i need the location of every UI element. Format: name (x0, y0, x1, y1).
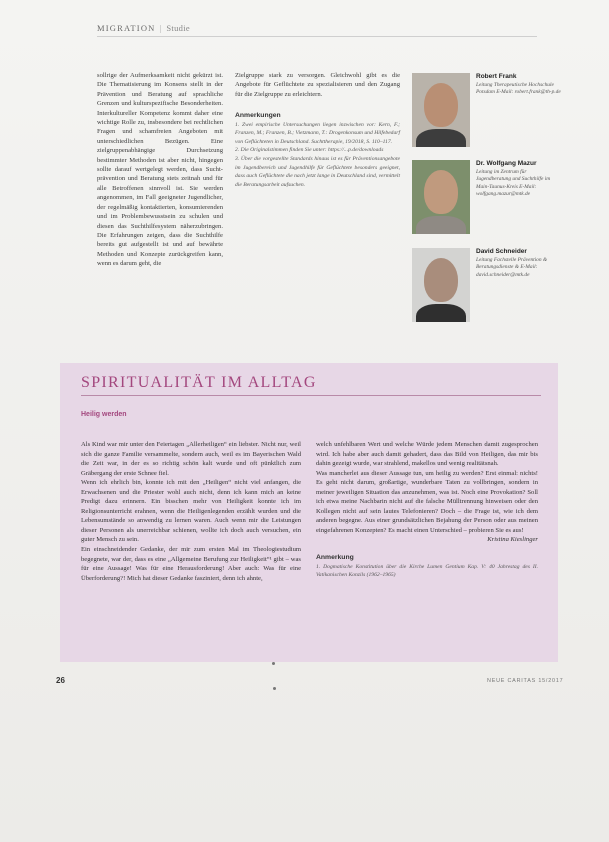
box-paragraph: Was mancherlei aus dieser Aussage tun, um heilig zu werden? Erst einmal: nichts! Es geht nicht darum, großartige, wunderbare Taten zu vollbringen, sondern in meiner jeweiligen Situation das anzunehmen, was ist. Noch eine Provokation? Soll ich etwa meine Nachbarin nicht auf die falsche Mülltrennung hinweisen oder den Kollegen nicht auf sein lautes Telefonieren? Doch – die Frage ist, wie ich dem anderen begegne. Aus einer grundsätzlichen Bejahung der Person oder aus meinen eingefahrenen Konzepten? Es macht einen Unterschied – probieren Sie es aus! (316, 469, 538, 534)
box-column-left (81, 440, 301, 583)
body-paragraph: sollrige der Aufmerksamkeit nicht gekürzt ist. Die Thematisierung im Konsens stellt in der Prävention und Beratung auf sprachliche Grenzen und kulturspezifische Besonderheiten. Interkultureller Kompetenz kommt daher eine wichtige Rolle zu, insbesondere bei rechtlichen Fragen und schamfreien Angeboten mit unterschiedlichen Bezügen. Eine zielgruppenabhängige Durchsetzung bestimmter Methoden ist aber nicht, hingegen sollte darauf wertgelegt werden, dass Suchtprävention und Beratung stets zeitnah und für alle Betroffenen sinnvoll ist. Sie werden angenommen, im Fall geeigneter Jugendlicher, der regelmäßig kontaktierten, konsumierenden und im Problembewusstsein zu schulen und diesen das Suchthilfesystem näherzubringen. Die Erfahrungen zeigen, dass die Suchthilfe bereits gut aufgestellt ist und auf bewährte Methoden und Konzepte zurückgreifen kann, wenn es darum geht, die (97, 72, 223, 268)
signature: Kristina Kieslinger (487, 536, 538, 544)
author-name: Dr. Wolfgang Mazur (476, 160, 537, 167)
box-title: SPIRITUALITÄT IM ALLTAG (81, 374, 317, 391)
registration-dot (272, 662, 275, 665)
body-column-left (97, 71, 223, 269)
box-notes-heading: Anmerkung (316, 554, 354, 562)
page-number: 26 (56, 676, 65, 685)
author-photo (412, 73, 470, 147)
notes-heading: Anmerkungen (235, 112, 281, 120)
author-name: David Schneider (476, 248, 527, 255)
author-role: Leitung im Zentrum für Jugendberatung und Suchthilfe im Main-Taunus-Kreis E-Mail: wolfgang.mazur@mtk.de (476, 169, 551, 198)
author-name: Robert Frank (476, 73, 517, 80)
journal-footer: NEUE CARITAS 15/2017 (487, 678, 564, 684)
body-paragraph: Zielgruppe stark zu versorgen. Gleichwohl gibt es die Angebote für Geflüchtete zu spezialisieren und den Zugang für die Zielgruppe zu erleichtern. (235, 72, 400, 98)
box-subtitle: Heilig werden (81, 411, 127, 418)
box-paragraph: welch unfehlbaren Wert und welche Würde jedem Menschen damit zugesprochen wird. Ich habe aber auch damit gehadert, dass das Bild von Heiligen, das mir bis dahin gezeigt wurde, war strahlend, makellos und wenig realitätsnah. (316, 441, 538, 468)
author-card (412, 160, 562, 238)
page-header (97, 23, 190, 33)
registration-dot (273, 687, 276, 690)
box-title-rule (81, 395, 541, 396)
section-label: MIGRATION (97, 23, 156, 33)
author-photo (412, 248, 470, 322)
header-separator: | (159, 23, 163, 33)
author-role: Leitung Fachstelle Prävention & Beratungsdienste & E-Mail: david.schneider@mtk.de (476, 257, 548, 278)
subsection-label: Studie (166, 23, 190, 33)
author-card (412, 73, 562, 151)
author-role: Leitung Therapeutische Hochschule Potsdam E-Mail: robert.frank@th-p.de (476, 82, 561, 96)
box-column-right (316, 440, 538, 580)
body-column-middle (235, 71, 400, 189)
box-note-item: 1. Dogmatische Konstitution über die Kirche Lumen Gentium Kap. V: 40 Jahrestag des II. Vatikanischen Konzils (1962–1965) (316, 563, 538, 579)
box-paragraph: Als Kind war mir unter den Feiertagen „Allerheiligen“ ein liebster. Nicht nur, weil sich die ganze Familie versammelte, sondern auch, weil es im Bayerischen Wald die Zeit war, in der es so richtig schön kalt wurde und oft pünktlich zum Gräbergang der erste Schnee fiel. (81, 441, 301, 477)
header-rule (97, 36, 537, 37)
author-photo (412, 160, 470, 234)
note-item: 1. Zwei empirische Untersuchungen liegen inzwischen vor: Kern, F.; Franzen, M.; Franzen, B.; Vietzmann, T.: Drogenkonsum und Hilfebedarf von Geflüchteten in Deutschland. Suchttherapie, 19/2018, S. 110–117. (235, 121, 400, 145)
box-paragraph: Wenn ich ehrlich bin, konnte ich mit den „Heiligen“ nicht viel anfangen, die Erwachsenen und die Priester wohl auch nicht, denn ich kann mich an keine Predigt dazu erinnern. Ein bisschen mehr von Heiligkeit konnte ich im Religionsunterricht erahnen, wenn die Heiligenlegenden erzählt wurden und die Lebensumstände so anwendig zu lernen waren. Auch wenn mir die Leistungen dieser Personen als unerreichbar schienen, wollte ich doch auch versuchen, ein guter Mensch zu sein. (81, 479, 301, 544)
box-paragraph: Ein einschneidender Gedanke, der mir zum ersten Mal im Theologiestudium begegnete, war der, dass es eine „Allgemeine Berufung zur Heiligkeit“¹ gibt – was für eine Aussage! Was für eine Herausforderung! Aber auch: Was für eine Überforderung?! Mich hat dieser Gedanke fasziniert, denn ich ahnte, (81, 546, 301, 582)
author-card (412, 248, 562, 326)
note-item: 2. Die Originalstimmen finden Sie unter: https://...p.de/downloads (235, 147, 384, 154)
note-item: 3. Über die vorgestellte Standards hinaus ist es für Präventionsangebote im Jugendbereich und Jugendhilfe für Geflüchtete besonders geeignet, dass auch Geflüchtete die nach jetzt lange in Deutschland sind, vermittelt die Beratungsarbeit aufsuchen. (235, 156, 400, 188)
